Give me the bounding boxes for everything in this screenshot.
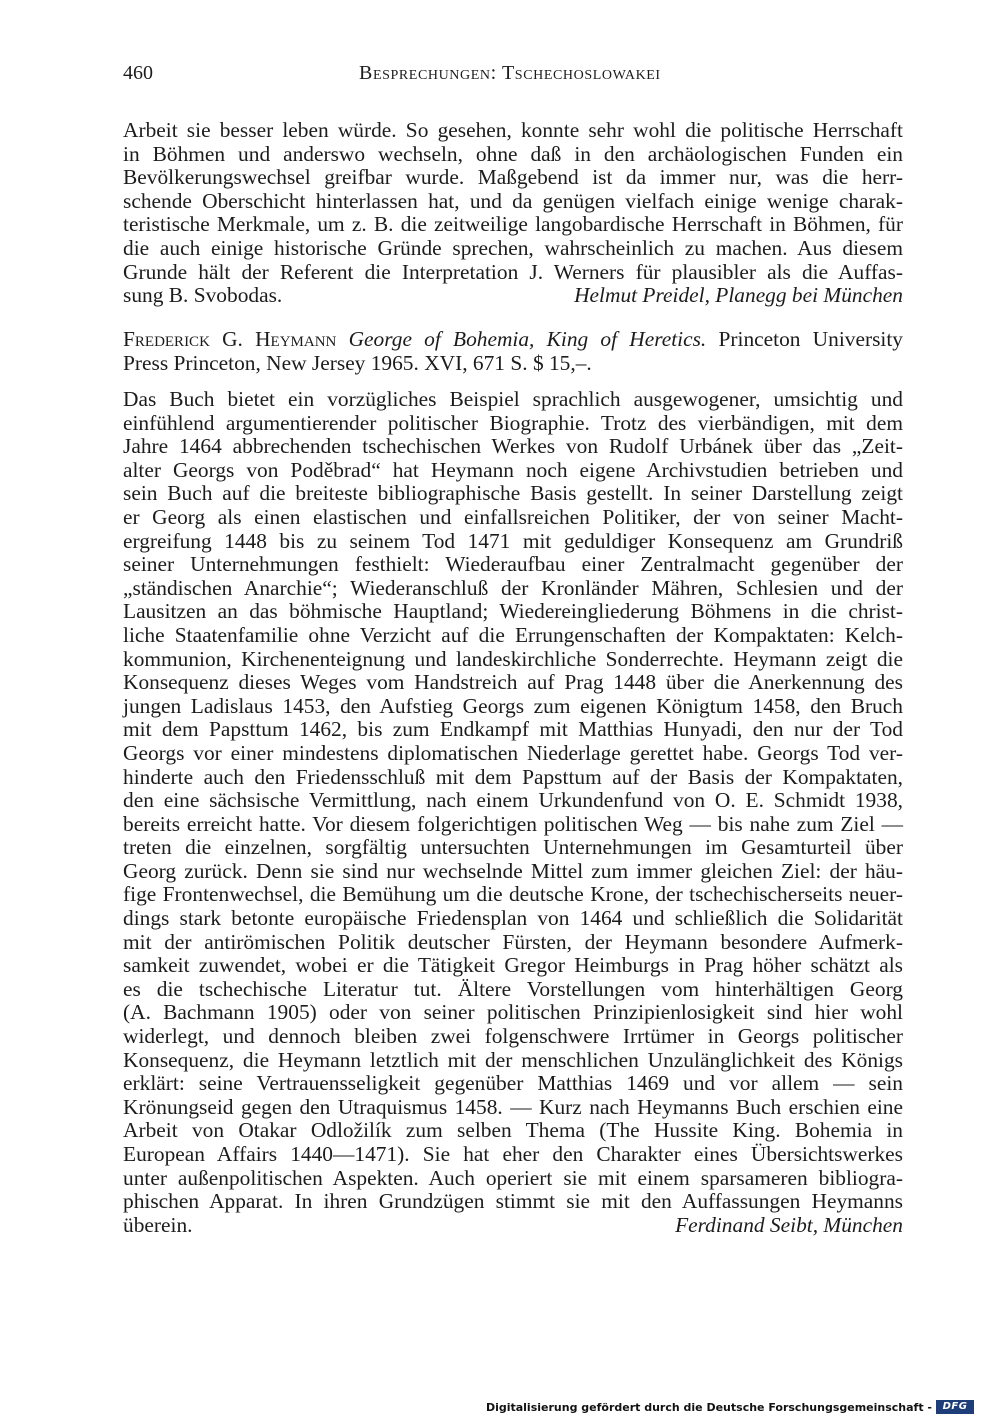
text-line: bereits erreicht hatte. Vor diesem folgerichtigen politischen Weg — bis nahe zum Ziel — (123, 811, 903, 836)
text-line: kommunion, Kirchenenteignung und landeskirchliche Sonderrechte. Heymann zeigt die (123, 646, 903, 671)
text-line: die auch einige historische Gründe sprechen, wahrscheinlich zu machen. Aus diesem (123, 235, 903, 260)
text-line: dings stark betonte europäische Friedensplan von 1464 und schließlich die Solidarität (123, 906, 903, 931)
text-line: schende Oberschicht hinterlassen hat, und da genügen vielfach einige wenige charak- (123, 188, 903, 213)
text-line: einfühlend argumentierender politischer Biographie. Trotz des vierbändigen, mit dem (123, 410, 903, 435)
text-line: mit der antirömischen Politik deutscher Fürsten, der Heymann besondere Aufmerk- (123, 929, 903, 954)
text-line: überein. (123, 1212, 193, 1237)
citation-line-2: Press Princeton, New Jersey 1965. XVI, 671 S. $ 15,–. (123, 350, 592, 375)
page-number: 460 (123, 62, 153, 84)
text-line: Das Buch bietet ein vorzügliches Beispiel sprachlich ausgewogener, umsichtig und (123, 387, 903, 411)
text-line: Georgs vor einer mindestens diplomatischen Niederlage gerettet habe. Georgs Tod ver- (123, 740, 903, 765)
text-line: European Affairs 1440—1471). Sie hat eher den Charakter eines Übersichtswerkes (123, 1142, 903, 1166)
review-1-closing-line (123, 284, 903, 308)
text-line: es die tschechische Literatur tut. Ältere Vorstellungen vom hinterhältigen Georg (123, 976, 903, 1001)
footer-text: Digitalisierung gefördert durch die Deutsche Forschungsgemeinschaft - (485, 1400, 932, 1414)
text-line: er Georg als einen elastischen und einfallsreichen Politiker, der von seiner Macht- (123, 504, 903, 529)
digitization-footer (486, 1399, 974, 1415)
text-line: widerlegt, und dennoch bleiben zwei folgenschwere Irrtümer in Georgs politischer (123, 1024, 903, 1049)
review-2-signature: Ferdinand Seibt, München (675, 1212, 903, 1237)
page-header (123, 62, 903, 92)
text-line: jungen Ladislaus 1453, den Aufstieg Georgs zum eigenen Königtum 1458, den Bruch (123, 693, 903, 718)
text-line: Konsequenz, die Heymann letztlich mit der menschlichen Unzulänglichkeit des Königs (123, 1047, 903, 1072)
citation-title: George of Bohemia, King of Heretics. (348, 327, 707, 351)
dfg-logo: DFG (936, 1400, 974, 1414)
text-line: (A. Bachmann 1905) oder von seiner politischen Prinzipienlosigkeit sind hier wohl (123, 1000, 903, 1025)
text-line: „ständischen Anarchie“; Wiederanschluß der Kronländer Mähren, Schlesien und der (123, 575, 903, 600)
text-line: Grunde hält der Referent die Interpretation J. Werners für plausibler als die Auffas- (123, 259, 903, 284)
review-1-signature: Helmut Preidel, Planegg bei München (574, 283, 903, 308)
text-line: teristische Merkmale, um z. B. die zeitweilige langobardische Herrschaft in Böhmen, für (123, 212, 903, 237)
text-line: seiner Unternehmungen festhielt: Wiederaufbau einer Zentralmacht gegenüber der (123, 552, 903, 577)
text-line: treten die einzelnen, sorgfältig untersuchten Unternehmungen im Gesamturteil über (123, 835, 903, 860)
text-line: in Böhmen und anderswo wechseln, ohne daß in den archäologischen Funden ein (123, 141, 903, 166)
text-line: erklärt: seine Vertrauensseligkeit gegenüber Matthias 1469 und vor allem — sein (123, 1071, 903, 1096)
text-line: sung B. Svobodas. (123, 283, 283, 308)
text-line: phischen Apparat. In ihren Grundzügen stimmt sie mit den Auffassungen Heymanns (123, 1189, 903, 1214)
text-line: Krönungseid gegen den Utraquismus 1458. — Kurz nach Heymanns Buch erschien eine (123, 1094, 903, 1119)
running-head: Besprechungen: Tschechoslowakei (359, 62, 661, 84)
review-2-closing-line (123, 1214, 903, 1238)
review-1-text (123, 119, 903, 308)
review-2-text (123, 388, 903, 1237)
text-line: hinderte auch den Friedensschluß mit dem Papsttum auf der Basis der Kompaktaten, (123, 764, 903, 789)
text-line: Bevölkerungswechsel greifbar wurde. Maßgebend ist da immer nur, was die herr- (123, 165, 903, 190)
text-line: mit dem Papsttum 1462, bis zum Endkampf mit Matthias Hunyadi, den nur der Tod (123, 717, 903, 742)
citation-line-1 (123, 328, 903, 352)
text-line: samkeit zuwendet, wobei er die Tätigkeit Gregor Heimburgs in Prag höher schätzt als (123, 953, 903, 978)
text-line: Georg zurück. Denn sie sind nur wechselnde Mittel zum immer gleichen Ziel: der häu- (123, 858, 903, 883)
text-line: Konsequenz dieses Weges vom Handstreich auf Prag 1448 über die Anerkennung des (123, 670, 903, 695)
text-line: alter Georgs von Poděbrad“ hat Heymann noch eigene Archivstudien betrieben und (123, 457, 903, 482)
text-line: Lausitzen an das böhmische Hauptland; Wiedereingliederung Böhmens in die christ- (123, 599, 903, 624)
text-line: Jahre 1464 abbrechenden tschechischen Werkes von Rudolf Urbánek über das „Zeit- (123, 434, 903, 459)
text-line: fige Frontenwechsel, die Bemühung um die deutsche Krone, der tschechischerseits neuer- (123, 882, 903, 907)
text-line: ergreifung 1448 bis zu seinem Tod 1471 mit geduldiger Konsequenz am Grundriß (123, 528, 903, 553)
text-line: Arbeit sie besser leben würde. So gesehen, konnte sehr wohl die politische Herrschaft (123, 118, 903, 142)
citation-author: Frederick G. Heymann (123, 327, 337, 351)
text-line: Arbeit von Otakar Odložilík zum selben Thema (The Hussite King. Bohemia in (123, 1118, 903, 1143)
review-2-citation (123, 328, 903, 375)
text-line: den eine sächsische Vermittlung, nach einem Urkundenfund von O. E. Schmidt 1938, (123, 788, 903, 813)
text-line: unter außenpolitischen Aspekten. Auch operiert sie mit einem sparsameren bibliogra- (123, 1165, 903, 1190)
citation-publisher: Princeton University (718, 327, 903, 351)
text-line: sein Buch auf die breiteste bibliographische Basis gestellt. In seiner Darstellung zeigt (123, 481, 903, 506)
text-line: liche Staatenfamilie ohne Verzicht auf die Errungenschaften der Kompaktaten: Kelch- (123, 622, 903, 647)
